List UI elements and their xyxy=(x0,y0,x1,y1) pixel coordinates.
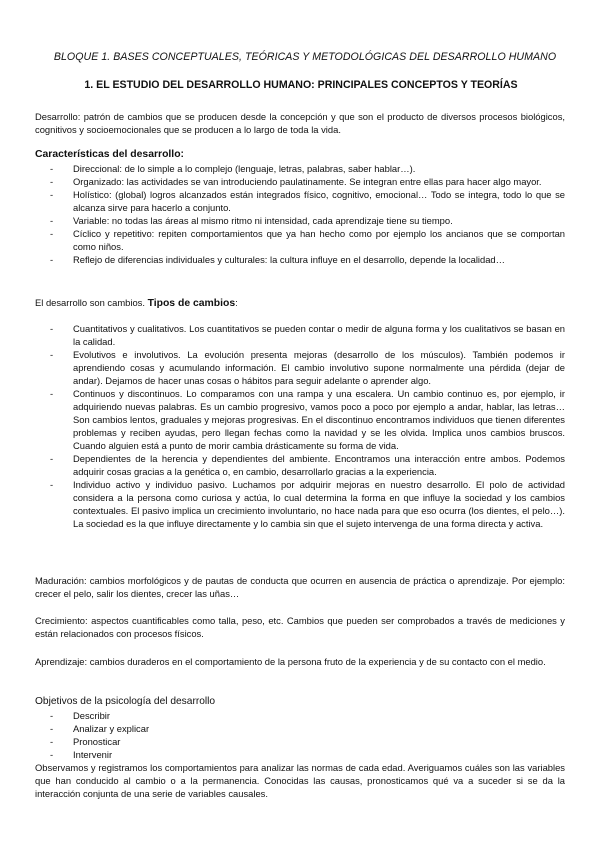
change-intro-text: El desarrollo son cambios. xyxy=(35,297,148,308)
section-title: 1. EL ESTUDIO DEL DESARROLLO HUMANO: PRINCIPALES CONCEPTOS Y TEORÍAS xyxy=(84,79,518,91)
characteristics-list xyxy=(48,162,565,266)
list-item: - Pronosticar xyxy=(48,735,565,748)
development-definition: Desarrollo: patrón de cambios que se producen desde la concepción y que son el producto de diversos procesos biológicos, cognitivos y socioemocionales que se producen a lo largo de toda la vida. xyxy=(35,111,565,135)
list-item: - Cuantitativos y cualitativos. Los cuantitativos se pueden contar o medir de alguna forma y los cualitativos se basan en la calidad. xyxy=(48,322,565,348)
change-types-colon: : xyxy=(235,297,238,308)
list-item: - Dependientes de la herencia y dependientes del ambiente. Encontramos una interacción entre ambos. Podemos adquirir cosas gracias a la genética o, en cambio, desarrollarlo gracias a la experiencia. xyxy=(48,452,565,478)
maturation-definition: Maduración: cambios morfológicos y de pautas de conducta que ocurren en ausencia de práctica o aprendizaje. Por ejemplo: crecer el pelo, salir los dientes, crecer las uñas… xyxy=(35,575,565,599)
list-item: - Holístico: (global) logros alcanzados están integrados físico, cognitivo, emocional… Todo se integra, todo lo que se alcanza sirve para hacerlo a conjunto. xyxy=(48,188,565,214)
list-item: - Continuos y discontinuos. Lo comparamos con una rampa y una escalera. Un cambio continuo es, por ejemplo, ir adquiriendo nuevas palabras. Es un cambio progresivo, vamos poco a poco por ejemplo a andar, hablar, las letras… Son cambios lentos, graduales y mejoras progresivas. En el discontinuo encontramos individuos que tienen diferentes problemas y reciben ayudas, pero llegan fechas como la navidad y se les olvida. Implica unos cambios bruscos. Cuando alguien está a punto de morir cambia drásticamente su forma de vida. xyxy=(48,387,565,452)
objectives-heading: Objetivos de la psicología del desarrollo xyxy=(35,696,216,707)
list-item: - Cíclico y repetitivo: repiten comportamientos que ya han hecho como por ejemplo los ancianos que se comportan como niños. xyxy=(48,227,565,253)
list-item: - Intervenir xyxy=(48,748,565,761)
list-item: - Evolutivos e involutivos. La evolución presenta mejoras (desarrollo de los músculos). También podemos ir aprendiendo cosas y acumulando información. El cambio involutivo supone normalmente una pérdida (dejar de andar). Dejamos de hacer unas cosas o hábitos para seguir adelante o aprender algo. xyxy=(48,348,565,387)
list-item: - Individuo activo y individuo pasivo. Luchamos por adquirir mejoras en nuestro desarrollo. El polo de actividad considera a la persona como curiosa y actúa, lo cual determina la forma en que influye la sociedad y los cambios contextuales. El pasivo implica un crecimiento involuntario, no hace nada para que eso ocurra (los dientes, el pelo…). La sociedad es la que influye directamente y lo cambia sin que el sujeto intervenga de una forma directa y activa. xyxy=(48,478,565,530)
characteristics-heading: Características del desarrollo: xyxy=(35,149,185,160)
objectives-list xyxy=(48,709,565,761)
list-item: - Organizado: las actividades se van introduciendo paulatinamente. Se integran entre ellas para hacer algo mayor. xyxy=(48,175,565,188)
list-item: - Direccional: de lo simple a lo complejo (lenguaje, letras, palabras, saber hablar…). xyxy=(48,162,565,175)
list-item: - Analizar y explicar xyxy=(48,722,565,735)
list-item: - Variable: no todas las áreas al mismo ritmo ni intensidad, cada aprendizaje tiene su tiempo. xyxy=(48,214,565,227)
growth-definition: Crecimiento: aspectos cuantificables como talla, peso, etc. Cambios que pueden ser comprobados a través de mediciones y están relacionados con procesos físicos. xyxy=(35,615,565,639)
closing-paragraph: Observamos y registramos los comportamientos para analizar las normas de cada edad. Averiguamos cuáles son las variables que han conducido al cambio o a la permanencia. Conocidas las causas, pronosticamos qué va a suceder si se da la interacción conjunta de una serie de variables causales. xyxy=(35,762,565,799)
list-item: - Describir xyxy=(48,709,565,722)
change-types-intro xyxy=(35,296,565,310)
learning-definition: Aprendizaje: cambios duraderos en el comportamiento de la persona fruto de la experiencia y de su contacto con el medio. xyxy=(35,656,546,667)
list-item: - Reflejo de diferencias individuales y culturales: la cultura influye en el desarrollo, depende la localidad… xyxy=(48,253,565,266)
change-types-list xyxy=(48,322,565,530)
change-types-heading: Tipos de cambios xyxy=(147,298,236,309)
block-title: BLOQUE 1. BASES CONCEPTUALES, TEÓRICAS Y METODOLÓGICAS DEL DESARROLLO HUMANO xyxy=(53,51,557,63)
